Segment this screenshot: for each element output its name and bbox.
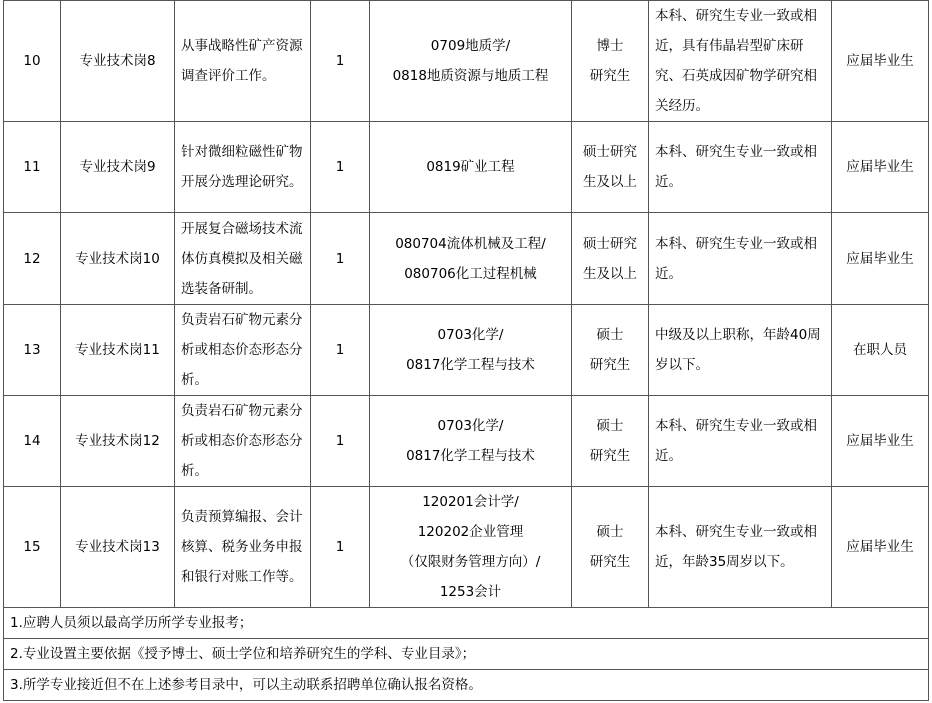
degree-cell xyxy=(572,396,649,487)
headcount: 1 xyxy=(311,487,370,608)
duty-text: 从事战略性矿产资源调查评价工作。 xyxy=(175,1,311,122)
major-cell xyxy=(370,305,572,396)
major-line: 0703化学/ xyxy=(437,418,504,434)
requirement-text: 中级及以上职称，年龄40周岁以下。 xyxy=(649,305,832,396)
table-row xyxy=(4,396,929,487)
headcount: 1 xyxy=(311,122,370,213)
degree-line: 硕士 xyxy=(596,524,624,540)
post-name: 专业技术岗9 xyxy=(61,122,175,213)
degree-line: 硕士 xyxy=(596,327,624,343)
major-line: 080704流体机械及工程/ xyxy=(395,235,546,252)
degree-cell xyxy=(572,122,649,213)
post-name: 专业技术岗13 xyxy=(61,487,175,608)
target-group: 在职人员 xyxy=(832,305,929,396)
notes-row xyxy=(4,639,929,670)
row-number: 15 xyxy=(4,487,61,608)
note-2: 2.专业设置主要依据《授予博士、硕士学位和培养研究生的学科、专业目录》； xyxy=(4,639,929,670)
major-line: 0709地质学/ xyxy=(430,38,511,54)
requirement-text: 本科、研究生专业一致或相近。 xyxy=(649,396,832,487)
major-line: 080706化工过程机械 xyxy=(404,265,537,282)
post-name: 专业技术岗11 xyxy=(61,305,175,396)
row-number: 13 xyxy=(4,305,61,396)
degree-line: 研究生 xyxy=(589,448,631,464)
duty-text: 负责岩石矿物元素分析或相态价态形态分析。 xyxy=(175,305,311,396)
major-line: 0819矿业工程 xyxy=(426,159,515,175)
row-number: 11 xyxy=(4,122,61,213)
note-1: 1.应聘人员须以最高学历所学专业报考； xyxy=(4,608,929,639)
headcount: 1 xyxy=(311,305,370,396)
requirement-text: 本科、研究生专业一致或相近，年龄35周岁以下。 xyxy=(649,487,832,608)
post-name: 专业技术岗8 xyxy=(61,1,175,122)
row-number: 10 xyxy=(4,1,61,122)
major-cell xyxy=(370,122,572,213)
headcount: 1 xyxy=(311,213,370,305)
target-group: 应届毕业生 xyxy=(832,1,929,122)
requirement-text: 本科、研究生专业一致或相近，具有伟晶岩型矿床研究、石英成因矿物学研究相关经历。 xyxy=(649,1,832,122)
degree-line: 博士 xyxy=(596,38,624,54)
target-group: 应届毕业生 xyxy=(832,487,929,608)
degree-line: 研究生 xyxy=(589,68,631,84)
degree-line: 生及以上 xyxy=(583,265,637,282)
post-name: 专业技术岗10 xyxy=(61,213,175,305)
requirement-text: 本科、研究生专业一致或相近。 xyxy=(649,213,832,305)
degree-line: 硕士 xyxy=(596,418,624,434)
major-cell xyxy=(370,213,572,305)
table-row xyxy=(4,213,929,305)
major-line: 1253会计 xyxy=(439,584,502,600)
headcount: 1 xyxy=(311,396,370,487)
degree-cell xyxy=(572,213,649,305)
major-line: （仅限财务管理方向）/ xyxy=(400,554,541,570)
headcount: 1 xyxy=(311,1,370,122)
note-3: 3.所学专业接近但不在上述参考目录中，可以主动联系招聘单位确认报名资格。 xyxy=(4,670,929,701)
major-cell xyxy=(370,487,572,608)
positions-table xyxy=(3,0,929,701)
degree-cell xyxy=(572,1,649,122)
major-cell xyxy=(370,396,572,487)
degree-line: 硕士研究 xyxy=(583,144,637,160)
table-row xyxy=(4,1,929,122)
target-group: 应届毕业生 xyxy=(832,213,929,305)
major-line: 120201会计学/ xyxy=(422,494,519,510)
table-row xyxy=(4,122,929,213)
major-line: 0817化学工程与技术 xyxy=(406,448,535,464)
row-number: 14 xyxy=(4,396,61,487)
duty-text: 开展复合磁场技术流体仿真模拟及相关磁选装备研制。 xyxy=(175,213,311,305)
major-line: 0703化学/ xyxy=(437,327,504,343)
degree-line: 硕士研究 xyxy=(583,235,637,252)
degree-line: 研究生 xyxy=(589,357,631,373)
degree-line: 研究生 xyxy=(589,554,631,570)
post-name: 专业技术岗12 xyxy=(61,396,175,487)
row-number: 12 xyxy=(4,213,61,305)
notes-row xyxy=(4,670,929,701)
major-line: 0818地质资源与地质工程 xyxy=(392,68,549,84)
major-line: 0817化学工程与技术 xyxy=(406,357,535,373)
target-group: 应届毕业生 xyxy=(832,122,929,213)
major-line: 120202企业管理 xyxy=(417,524,524,540)
degree-cell xyxy=(572,487,649,608)
table-row xyxy=(4,487,929,608)
degree-cell xyxy=(572,305,649,396)
requirement-text: 本科、研究生专业一致或相近。 xyxy=(649,122,832,213)
major-cell xyxy=(370,1,572,122)
table-row xyxy=(4,305,929,396)
degree-line: 生及以上 xyxy=(583,174,637,190)
duty-text: 负责岩石矿物元素分析或相态价态形态分析。 xyxy=(175,396,311,487)
duty-text: 负责预算编报、会计核算、税务业务申报和银行对账工作等。 xyxy=(175,487,311,608)
notes-row xyxy=(4,608,929,639)
duty-text: 针对微细粒磁性矿物开展分选理论研究。 xyxy=(175,122,311,213)
target-group: 应届毕业生 xyxy=(832,396,929,487)
